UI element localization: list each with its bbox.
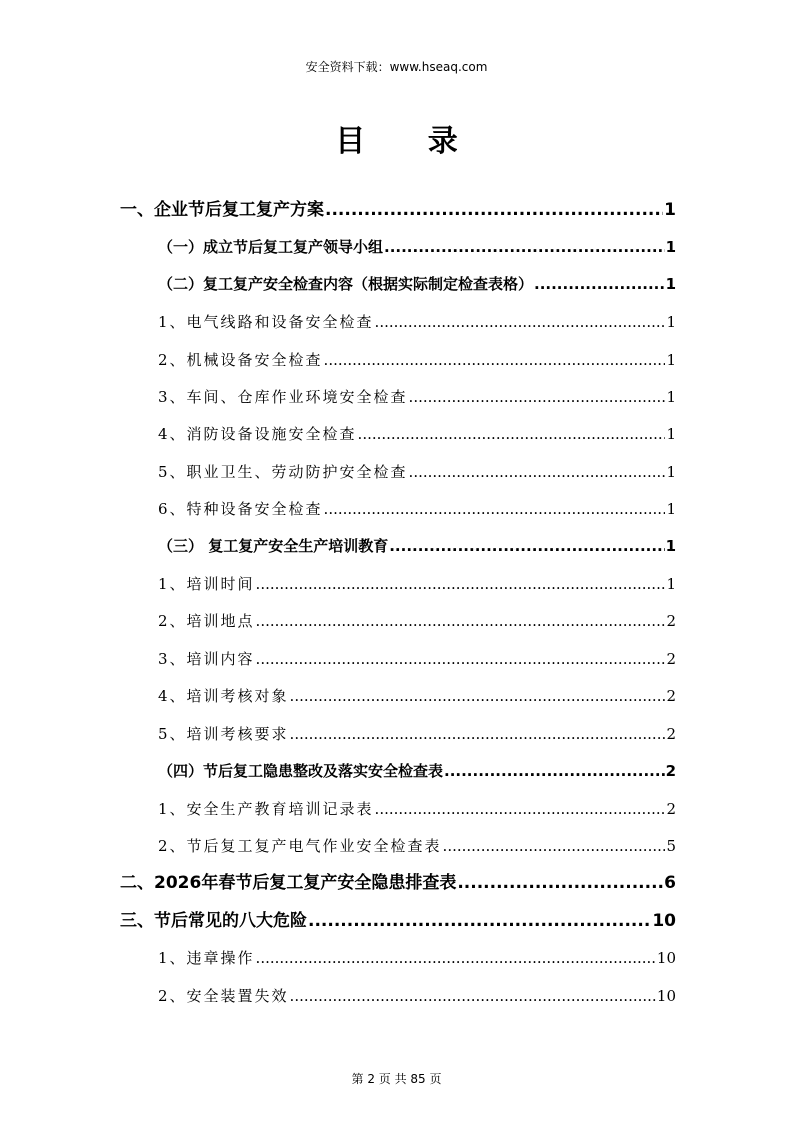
toc-entry[interactable] (158, 944, 676, 972)
toc-entry-label: 2、节后复工复产电气作业安全检查表 (158, 837, 442, 855)
toc-dot-leader (256, 570, 666, 598)
toc-entry-label: 三、节后常见的八大危险 (120, 911, 307, 931)
toc-entry-page-number: 1 (665, 275, 676, 293)
toc-dot-leader (308, 907, 651, 935)
toc-entry-page-number: 5 (666, 837, 676, 855)
page-title: 目 录 (335, 124, 484, 159)
toc-entry-label: 4、消防设备设施安全检查 (158, 425, 357, 443)
toc-entry[interactable] (158, 383, 676, 411)
toc-entry-page-number: 6 (664, 873, 676, 893)
toc-entry-label: 5、培训考核要求 (158, 725, 289, 743)
toc-entry[interactable] (158, 982, 676, 1010)
toc-entry-page-number: 2 (666, 612, 676, 630)
toc-dot-leader (375, 795, 666, 823)
page-footer: 第 2 页 共 85 页 (351, 1072, 442, 1086)
toc-entry-page-number: 2 (666, 650, 676, 668)
toc-entry-label: 1、安全生产教育培训记录表 (158, 800, 374, 818)
toc-dot-leader (358, 420, 666, 448)
toc-entry-page-number: 1 (665, 238, 676, 256)
toc-entry[interactable] (120, 196, 676, 224)
toc-dot-leader (256, 607, 666, 635)
toc-entry[interactable] (158, 420, 676, 448)
toc-entry[interactable] (158, 645, 676, 673)
toc-entry[interactable] (158, 720, 676, 748)
toc-entry-label: 二、2026年春节后复工复产安全隐患排查表 (120, 873, 457, 893)
toc-entry[interactable] (158, 570, 676, 598)
toc-dot-leader (324, 346, 666, 374)
toc-entry-page-number: 2 (666, 800, 676, 818)
toc-entry-label: 4、培训考核对象 (158, 687, 289, 705)
toc-dot-leader (443, 832, 666, 860)
toc-entry[interactable] (158, 346, 676, 374)
toc-entry-label: （一）成立节后复工复产领导小组 (158, 238, 384, 256)
toc-entry-label: 1、培训时间 (158, 575, 255, 593)
toc-entry-page-number: 2 (666, 725, 676, 743)
toc-dot-leader (534, 270, 665, 298)
toc-entry-page-number: 1 (666, 425, 676, 443)
toc-entry-page-number: 1 (666, 351, 676, 369)
toc-entry-page-number: 1 (664, 200, 676, 220)
toc-entry-label: 3、车间、仓库作业环境安全检查 (158, 388, 408, 406)
toc-entry-label: 1、电气线路和设备安全检查 (158, 313, 374, 331)
toc-entry-page-number: 10 (656, 987, 676, 1005)
toc-entry-label: 一、企业节后复工复产方案 (120, 200, 324, 220)
toc-entry[interactable] (158, 795, 676, 823)
toc-entry-page-number: 1 (666, 313, 676, 331)
toc-entry-label: 2、培训地点 (158, 612, 255, 630)
toc-entry-label: 5、职业卫生、劳动防护安全检查 (158, 463, 408, 481)
toc-entry[interactable] (158, 607, 676, 635)
toc-entry-page-number: 10 (656, 949, 676, 967)
toc-entry-page-number: 1 (666, 575, 676, 593)
toc-entry-label: 2、安全装置失效 (158, 987, 289, 1005)
toc-entry[interactable] (158, 757, 676, 785)
toc-entry-label: 6、特种设备安全检查 (158, 500, 323, 518)
toc-entry[interactable] (158, 270, 676, 298)
toc-entry-label: （四）节后复工隐患整改及落实安全检查表 (158, 762, 444, 780)
toc-entry[interactable] (158, 308, 676, 336)
toc-dot-leader (324, 495, 666, 523)
toc-entry-label: （二）复工复产安全检查内容（根据实际制定检查表格） (158, 275, 534, 293)
toc-dot-leader (384, 233, 665, 261)
toc-entry-label: 1、违章操作 (158, 949, 255, 967)
toc-entry[interactable] (158, 532, 676, 560)
toc-entry-page-number: 1 (666, 500, 676, 518)
toc-entry-page-number: 2 (665, 762, 676, 780)
toc-entry-page-number: 2 (666, 687, 676, 705)
toc-entry[interactable] (120, 907, 676, 935)
toc-entry[interactable] (158, 458, 676, 486)
toc-dot-leader (325, 196, 663, 224)
toc-dot-leader (290, 720, 666, 748)
toc-entry-page-number: 1 (665, 537, 676, 555)
toc-entry[interactable] (120, 869, 676, 897)
toc-dot-leader (290, 982, 656, 1010)
page-header: 安全资料下载：www.hseaq.com (305, 60, 488, 74)
toc-dot-leader (444, 757, 665, 785)
toc-entry[interactable] (158, 832, 676, 860)
toc-dot-leader (256, 645, 666, 673)
toc-entry-label: 3、培训内容 (158, 650, 255, 668)
toc-dot-leader (409, 458, 666, 486)
toc-entry-page-number: 10 (652, 911, 676, 931)
toc-entry-page-number: 1 (666, 388, 676, 406)
toc-dot-leader (409, 383, 666, 411)
toc-entry[interactable] (158, 682, 676, 710)
toc-entry-page-number: 1 (666, 463, 676, 481)
toc-dot-leader (375, 308, 666, 336)
toc-entry[interactable] (158, 233, 676, 261)
toc-dot-leader (256, 944, 656, 972)
toc-dot-leader (290, 682, 666, 710)
toc-dot-leader (457, 869, 663, 897)
toc-entry-label: 2、机械设备安全检查 (158, 351, 323, 369)
toc-entry[interactable] (158, 495, 676, 523)
toc-dot-leader (389, 532, 664, 560)
toc-entry-label: （三） 复工复产安全生产培训教育 (158, 537, 389, 555)
